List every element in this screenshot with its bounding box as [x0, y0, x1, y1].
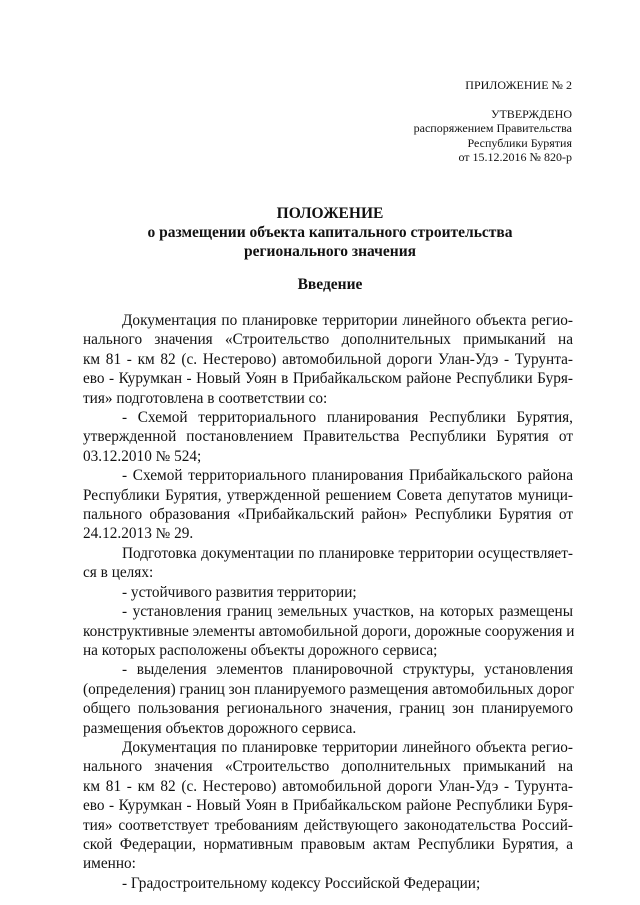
- body-line: общего пользования регионального значения, границ зон планируемого: [83, 700, 573, 718]
- body-line: ся в целях:: [83, 564, 154, 582]
- body-line: км 81 - км 82 (с. Нестерово) автомобильной дороги Улан-Удэ - Турунта-: [83, 350, 573, 368]
- title-line-3: регионального значения: [243, 243, 417, 260]
- document-title: [70, 204, 590, 261]
- body-line: - Градостроительному кодексу Российской Федерации;: [122, 874, 481, 892]
- body-line: км 81 - км 82 (с. Нестерово) автомобильной дороги Улан-Удэ - Турунта-: [83, 777, 573, 795]
- approval-republic-label: Республики Бурятия: [467, 135, 572, 150]
- body-line: тия» соответствует требованиям действующего законодательства Россий-: [83, 816, 573, 834]
- body-line: ской Федерации, нормативным правовым актам Республики Бурятия, а: [83, 835, 573, 853]
- body-line: именно:: [83, 855, 136, 873]
- document-body: [83, 311, 573, 893]
- title-line-1: ПОЛОЖЕНИЕ: [276, 205, 384, 222]
- body-line: размещения объектов дорожного сервиса.: [83, 719, 357, 737]
- body-line: ево - Курумкан - Новый Уоян в Прибайкальском районе Республики Буря-: [83, 370, 573, 388]
- body-line: на которых расположены объекты дорожного сервиса;: [83, 641, 438, 659]
- approval-date-number: от 15.12.2016 № 820-р: [458, 150, 572, 164]
- body-line: утвержденной постановлением Правительства Республики Бурятия от: [83, 428, 573, 446]
- section-heading: Введение: [297, 276, 363, 293]
- title-line-2: о размещении объекта капитального строительства: [147, 224, 513, 241]
- approval-order-label: распоряжением Правительства: [413, 121, 572, 135]
- body-line: (определения) границ зон планируемого размещения автомобильных дорог: [83, 680, 575, 698]
- body-line: - устойчивого развития территории;: [122, 583, 357, 601]
- body-line: 24.12.2013 № 29.: [83, 525, 194, 543]
- body-line: Документация по планировке территории линейного объекта регио-: [122, 312, 573, 329]
- body-line: 03.12.2010 № 524;: [83, 447, 202, 465]
- body-line: конструктивные элементы автомобильной дороги, дорожные сооружения и: [83, 622, 575, 640]
- approval-stamp: [414, 78, 572, 165]
- body-line: Документация по планировке территории линейного объекта регио-: [122, 738, 573, 756]
- body-line: - установления границ земельных участков, на которых размещены: [122, 603, 573, 621]
- body-line: тия» подготовлена в соответствии со:: [83, 389, 328, 407]
- body-line: ево - Курумкан - Новый Уоян в Прибайкальском районе Республики Буря-: [83, 797, 573, 815]
- body-line: нального значения «Строительство дополнительных примыканий на: [83, 758, 573, 776]
- body-line: Подготовка документации по планировке территории осуществляет-: [122, 544, 573, 562]
- body-line: - Схемой территориального планирования Прибайкальского района: [122, 467, 573, 485]
- body-line: - Схемой территориального планирования Республики Бурятия,: [122, 409, 573, 427]
- body-line: Республики Бурятия, утвержденной решением Совета депутатов муници-: [83, 486, 573, 504]
- body-line: нального значения «Строительство дополнительных примыканий на: [83, 331, 573, 349]
- body-line: пального образования «Прибайкальский район» Республики Бурятия от: [83, 506, 573, 524]
- body-line: - выделения элементов планировочной структуры, установления: [122, 661, 573, 679]
- approved-label: УТВЕРЖДЕНО: [490, 106, 572, 121]
- appendix-label: ПРИЛОЖЕНИЕ № 2: [465, 78, 572, 92]
